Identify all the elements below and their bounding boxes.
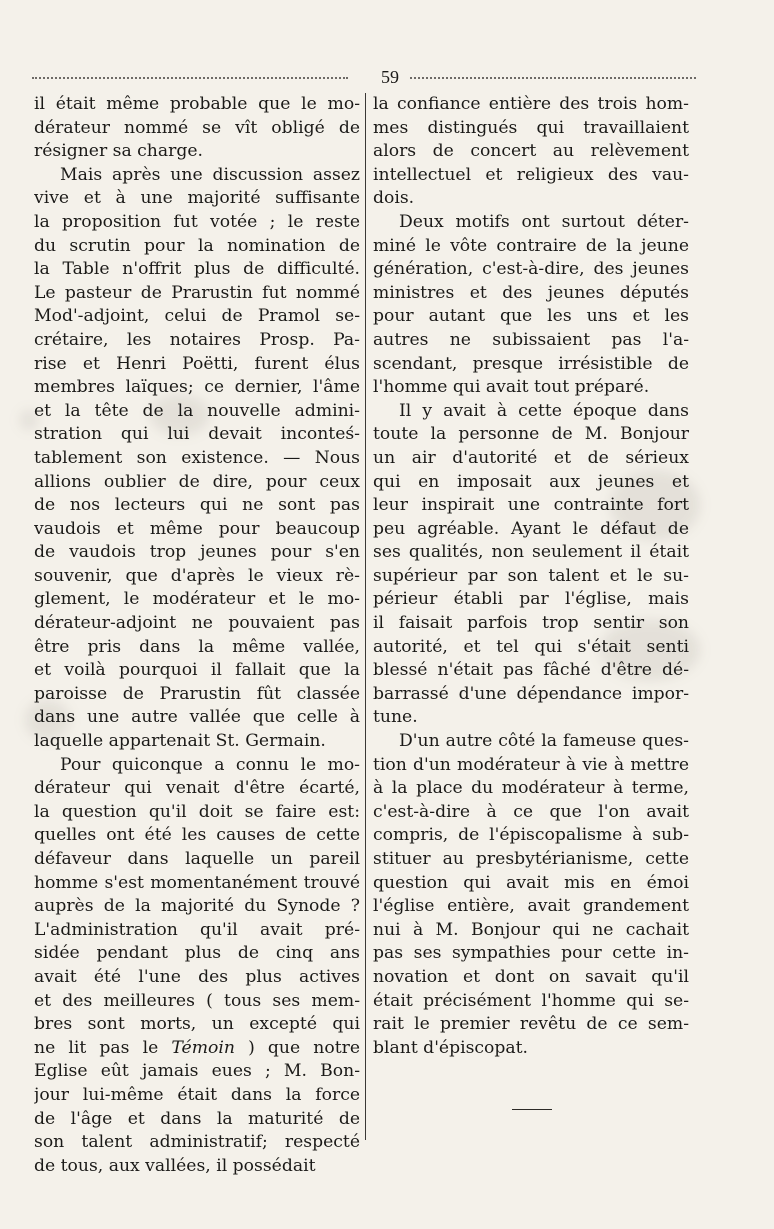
right-column-line: il faisait parfois trop sentir son [373, 613, 689, 634]
right-column-line: la confiance entière des trois hom- [373, 94, 689, 114]
right-column-line: ministres et des jeunes députés [373, 282, 689, 303]
right-column-line: Deux motifs ont surtout déter- [399, 211, 689, 232]
left-column-line: de l'âge et dans la maturité de [34, 1108, 360, 1129]
left-column-line: allions oublier de dire, pour ceux [34, 471, 360, 492]
right-column-line: l'église entière, avait grandement [373, 896, 689, 917]
right-column-line: novation et dont on savait qu'il [373, 966, 689, 987]
left-column-line: Pour quiconque a connu le mo- [60, 754, 360, 775]
left-column-line: ne lit pas le Témoin ) que notre [34, 1037, 360, 1058]
right-column-line: c'est-à-dire à ce que l'on avait [373, 801, 689, 822]
right-column-line: rait le premier revêtu de ce sem- [373, 1014, 689, 1035]
left-column-line: L'administration qu'il avait pré- [34, 919, 360, 940]
left-column-line: la proposition fut votée ; le reste [34, 211, 360, 232]
right-column-line: alors de concert au relèvement [373, 141, 689, 162]
right-column-line: à la place du modérateur à terme, [373, 778, 689, 799]
right-column-line: autres ne subissaient pas l'a- [373, 329, 689, 350]
left-column-line: Le pasteur de Prarustin fut nommé [34, 282, 360, 303]
left-column-line: sidée pendant plus de cinq ans [34, 943, 360, 964]
left-column-line: son talent administratif; respecté [34, 1132, 360, 1153]
right-column-line: Il y avait à cette époque dans [399, 400, 689, 421]
left-column-line: résigner sa charge. [34, 141, 203, 162]
right-column-line: ses qualités, non seulement il était [373, 542, 689, 563]
right-column-line: barrassé d'une dépendance impor- [373, 683, 689, 704]
right-column-line: tune. [373, 707, 418, 728]
right-column-line: périeur établi par l'église, mais [373, 589, 689, 610]
header-rule-left [32, 77, 348, 79]
right-column-line: qui en imposait aux jeunes et [373, 471, 689, 492]
left-column-line: la Table n'offrit plus de difficulté. [34, 259, 360, 280]
left-column-line: rise et Henri Poëtti, furent élus [34, 353, 360, 374]
left-column-line: laquelle appartenait St. Germain. [34, 731, 326, 752]
left-column-line: dérateur-adjoint ne pouvaient pas [34, 613, 360, 634]
right-column-line: peu agréable. Ayant le défaut de [373, 518, 689, 539]
right-column-line: miné le vôte contraire de la jeune [373, 235, 689, 256]
left-column-line: auprès de la majorité du Synode ? [34, 896, 360, 917]
left-column-line: et voilà pourquoi il fallait que la [34, 660, 360, 681]
header-rule-right [410, 77, 696, 79]
page-number: 59 [381, 67, 399, 87]
column-divider [365, 93, 366, 1140]
right-column-line: blant d'épiscopat. [373, 1037, 528, 1058]
right-column [373, 93, 689, 1060]
left-column-line: de vaudois trop jeunes pour s'en [34, 542, 360, 563]
left-column-line: homme s'est momentanément trouvé [34, 872, 360, 893]
right-column-line: supérieur par son talent et le su- [373, 565, 689, 586]
end-mark [512, 1109, 552, 1110]
right-column-line: question qui avait mis en émoi [373, 872, 689, 893]
right-column-line: autorité, et tel qui s'était senti [373, 636, 689, 657]
right-column-line: pas ses sympathies pour cette in- [373, 943, 689, 964]
right-column-line: mes distingués qui travaillaient [373, 117, 689, 138]
left-column-line: être pris dans la même vallée, [34, 636, 360, 657]
right-column-line: l'homme qui avait tout préparé. [373, 377, 650, 398]
left-column-line: bres sont morts, un excepté qui [34, 1014, 360, 1035]
left-column-line: avait été l'une des plus actives [34, 966, 360, 987]
left-column-line: jour lui-même était dans la force [34, 1084, 360, 1105]
left-column-line: de nos lecteurs qui ne sont pas [34, 495, 360, 516]
right-column-line: stituer au presbytérianisme, cette [373, 849, 689, 869]
left-column-line: membres laïques; ce dernier, l'âme [34, 377, 360, 398]
left-column-line: et des meilleures ( tous ses mem- [34, 990, 360, 1011]
left-column-line: dérateur qui venait d'être écarté, [34, 778, 360, 799]
right-column-line: nui à M. Bonjour qui ne cachait [373, 919, 689, 940]
left-column-line: Mais après une discussion assez [60, 164, 360, 185]
left-column-line: de tous, aux vallées, il possédait [34, 1155, 316, 1176]
left-column-line: vaudois et même pour beaucoup [34, 518, 360, 539]
right-column-line: leur inspirait une contrainte fort [373, 495, 689, 516]
left-column-line: Eglise eût jamais eues ; M. Bon- [34, 1061, 360, 1082]
right-column-line: génération, c'est-à-dire, des jeunes [373, 259, 689, 280]
left-column-line: il était même probable que le mo- [34, 94, 360, 114]
right-column-line: un air d'autorité et de sérieux [373, 447, 689, 468]
right-column-line: pour autant que les uns et les [373, 306, 689, 327]
right-column-line: D'un autre côté la fameuse ques- [399, 731, 689, 752]
left-column-line: quelles ont été les causes de cette [34, 825, 360, 846]
left-column-line: Mod'-adjoint, celui de Pramol se- [34, 306, 360, 327]
left-column-line: paroisse de Prarustin fût classée [34, 683, 360, 704]
left-column-line: du scrutin pour la nomination de [34, 235, 360, 256]
left-column-line: dans une autre vallée que celle à [34, 707, 360, 728]
left-column-line: vive et à une majorité suffisante [34, 188, 360, 209]
left-column-line: défaveur dans laquelle un pareil [34, 849, 360, 869]
left-column-line: souvenir, que d'après le vieux rè- [34, 565, 360, 586]
right-column-line: scendant, presque irrésistible de [373, 353, 689, 374]
left-column-line: la question qu'il doit se faire est: [34, 801, 360, 822]
right-column-line: était précisément l'homme qui se- [373, 990, 689, 1011]
right-column-line: compris, de l'épiscopalisme à sub- [373, 825, 689, 846]
left-column-line: dérateur nommé se vît obligé de [34, 117, 360, 138]
left-column-line: et la tête de la nouvelle admini- [34, 400, 360, 421]
left-column-line: glement, le modérateur et le mo- [34, 589, 360, 610]
right-column-line: dois. [373, 188, 415, 209]
right-column-line: blessé n'était pas fâché d'être dé- [373, 660, 689, 681]
right-column-line: toute la personne de M. Bonjour [373, 424, 689, 445]
left-column-line: crétaire, les notaires Prosp. Pa- [34, 329, 360, 350]
left-column-line: stration qui lui devait inconteś- [34, 424, 360, 445]
page-header [32, 66, 694, 88]
right-column-line: tion d'un modérateur à vie à mettre [373, 754, 689, 775]
left-column-line: tablement son existence. — Nous [34, 447, 360, 468]
left-column [34, 93, 360, 1178]
right-column-line: intellectuel et religieux des vau- [373, 164, 689, 185]
